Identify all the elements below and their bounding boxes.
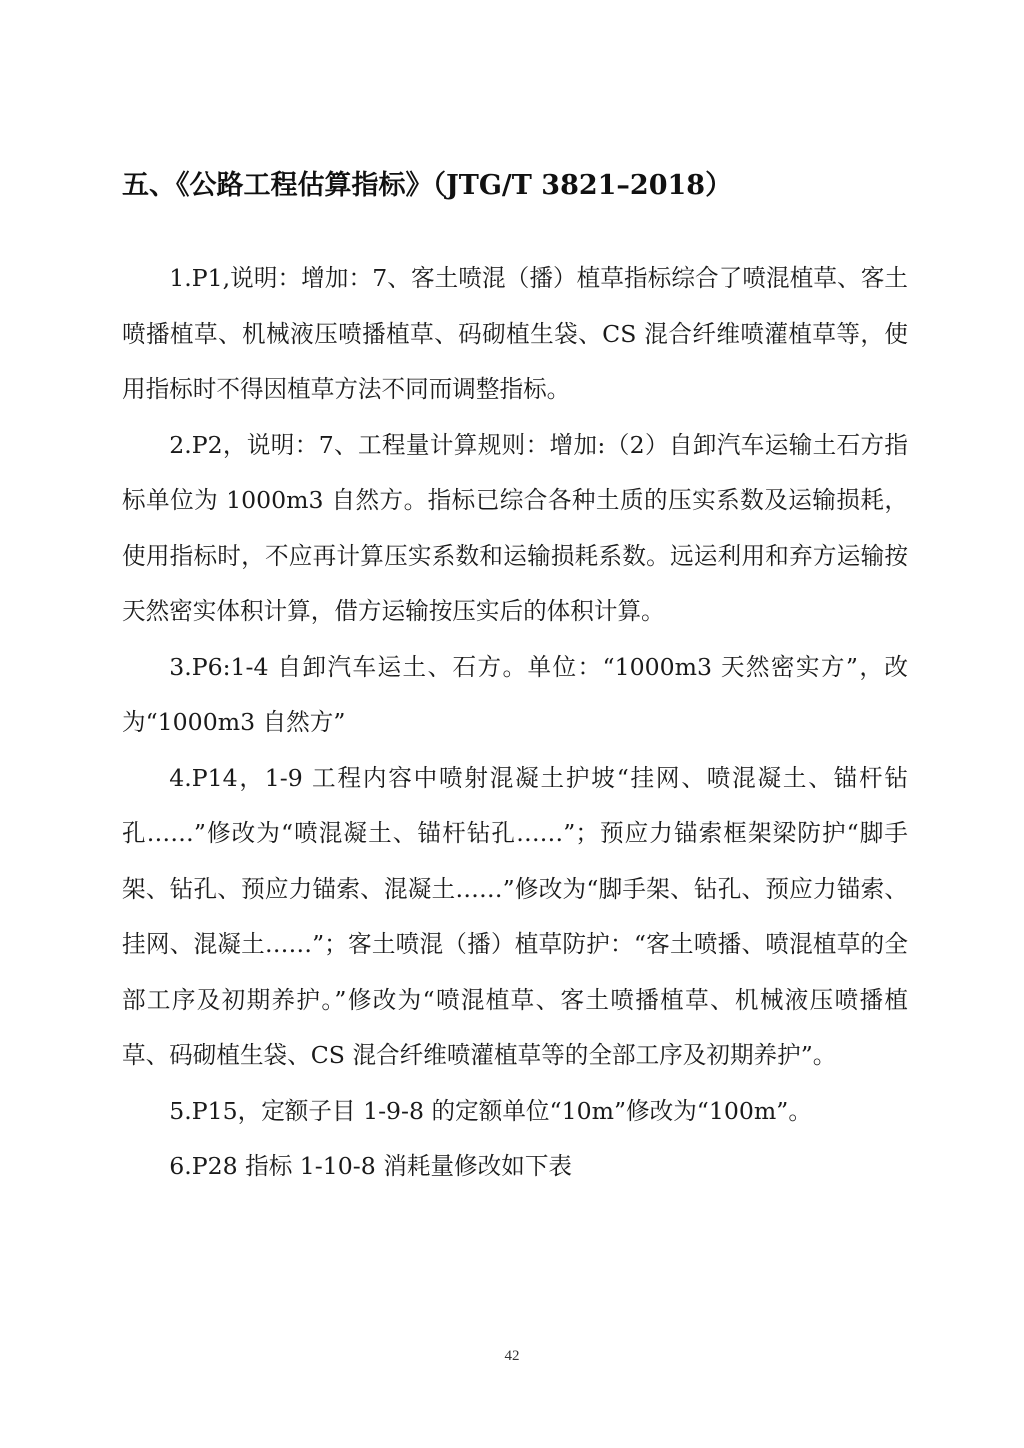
paragraph-5: 5.P15，定额子目 1-9-8 的定额单位“10m”修改为“100m”。: [169, 1096, 812, 1125]
paragraph-2: 2.P2，说明：7、工程量计算规则：增加:（2）自卸汽车运输土石方指标单位为 1000m3 自然方。指标已综合各种土质的压实系数及运输损耗，使用指标时，不应再计算压实系数和运输损耗系数。远运利用和弃方运输按天然密实体积计算，借方运输按压实后的体积计算。: [122, 430, 908, 625]
paragraph-1: 1.P1,说明：增加：7、客土喷混（播）植草指标综合了喷混植草、客土喷播植草、机械液压喷播植草、码砌植生袋、CS 混合纤维喷灌植草等，使用指标时不得因植草方法不同而调整指标。: [122, 264, 908, 403]
paragraph-4: 4.P14，1-9 工程内容中喷射混凝土护坡“挂网、喷混凝土、锚杆钻孔……”修改为“喷混凝土、锚杆钻孔……”；预应力锚索框架梁防护“脚手架、钻孔、预应力锚索、混凝土……”修改为“脚手架、钻孔、预应力锚索、挂网、混凝土……”；客土喷混（播）植草防护：“客土喷播、喷混植草的全部工序及初期养护。”修改为“喷混植草、客土喷播植草、机械液压喷播植草、码砌植生袋、CS 混合纤维喷灌植草等的全部工序及初期养护”。: [122, 763, 908, 1069]
section-title: 五、《公路工程估算指标》（JTG/T 3821–2018）: [122, 170, 733, 201]
paragraph-3: 3.P6:1-4 自卸汽车运土、石方。单位：“1000m3 天然密实方”，改为“1000m3 自然方”: [122, 652, 908, 736]
paragraph-6: 6.P28 指标 1-10-8 消耗量修改如下表: [169, 1152, 573, 1180]
page-number: 42: [504, 1348, 520, 1364]
body-text: [122, 251, 908, 1195]
